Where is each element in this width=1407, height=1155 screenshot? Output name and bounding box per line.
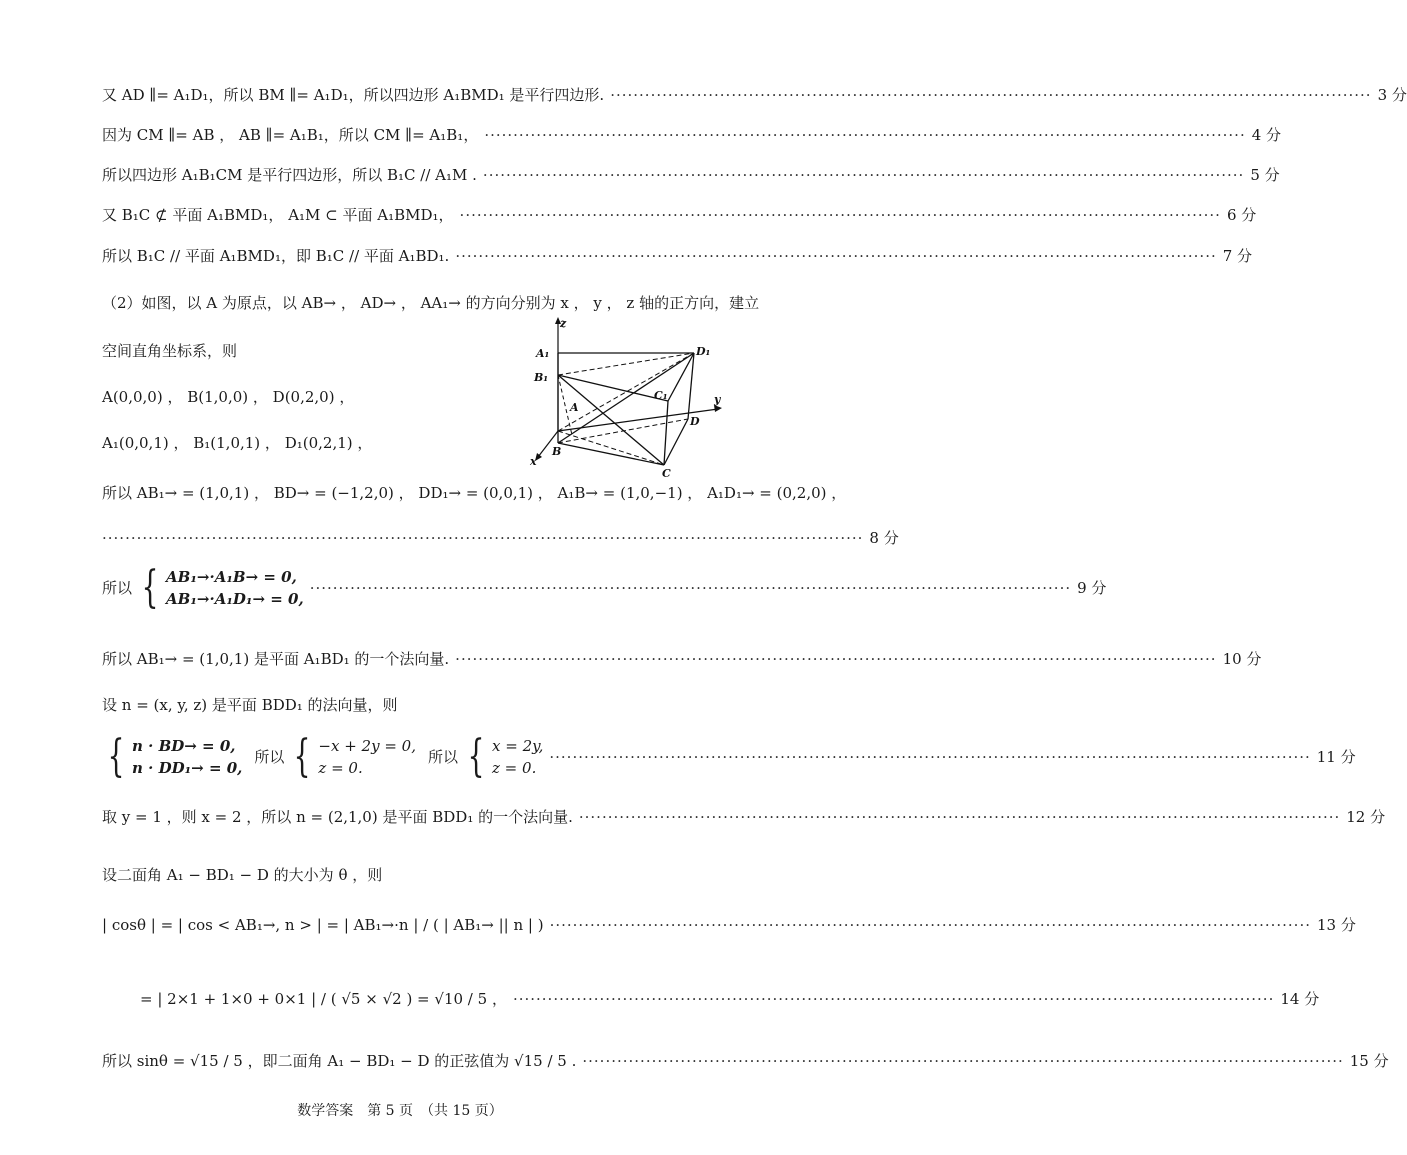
- score-label: 3 分: [1377, 86, 1407, 104]
- dashed-AC: [558, 431, 664, 465]
- equation-system: [166, 566, 304, 610]
- label-D: D: [690, 415, 700, 428]
- score-label: 13 分: [1316, 916, 1356, 934]
- line-text: 又 AD ∥= A₁D₁，所以 BM ∥= A₁D₁，所以四边形 A₁BMD₁ 是平行四边形.: [102, 86, 605, 104]
- solution-line-12: [102, 806, 1386, 828]
- solution-line-4: [102, 124, 1282, 146]
- equation: n · DD₁→ = 0,: [132, 759, 243, 777]
- equation: x = 2y,: [492, 737, 544, 755]
- diag-B1C: [558, 375, 664, 465]
- equation-system: [492, 735, 543, 779]
- edge-C1C: [664, 401, 668, 465]
- score-label: 14 分: [1280, 990, 1320, 1008]
- leader-dots: [102, 527, 863, 549]
- line-label: 所以: [254, 748, 285, 766]
- solution-line-14: [140, 988, 1320, 1010]
- label-z: z: [560, 317, 567, 330]
- brace-icon: {: [467, 731, 485, 782]
- equation-system: [132, 735, 242, 779]
- leader-dots: [310, 577, 1071, 599]
- coords-line-1: A(0,0,0) ， B(1,0,0) ， D(0,2,0) ，: [102, 388, 355, 406]
- label-A1: A₁: [536, 347, 550, 360]
- score-label: 9 分: [1077, 579, 1107, 597]
- label-D1: D₁: [696, 345, 711, 358]
- score-label: 10 分: [1222, 650, 1262, 668]
- leader-dots: [455, 648, 1216, 670]
- equation: z = 0.: [318, 759, 363, 777]
- label-B: B: [552, 445, 562, 458]
- leader-dots: [579, 806, 1340, 828]
- vectors-line: 所以 AB₁→ = (1,0,1) ， BD→ = (−1,2,0) ， DD₁→ = (0,0,1) ， A₁B→ = (1,0,−1) ， A₁D₁→ = (0,2,0) ，: [102, 484, 847, 502]
- label-x: x: [530, 455, 537, 468]
- solution-line-7: [102, 245, 1253, 267]
- dihedral-angle-intro: 设二面角 A₁ − BD₁ − D 的大小为 θ ，则: [102, 866, 383, 884]
- line-text: | cosθ | = | cos < AB₁→, n > | = | AB₁→·n | / ( | AB₁→ || n | ): [102, 916, 544, 934]
- label-y: y: [714, 393, 721, 406]
- solution-line-8: [102, 527, 899, 549]
- dashed-B1D1: [558, 353, 694, 375]
- equation: z = 0.: [492, 759, 537, 777]
- y-arrow-icon: [714, 405, 722, 412]
- line-text: 又 B₁C ⊄ 平面 A₁BMD₁， A₁M ⊂ 平面 A₁BMD₁，: [102, 206, 454, 224]
- leader-dots: [550, 914, 1311, 936]
- score-label: 15 分: [1349, 1052, 1389, 1070]
- line-text: 所以 sinθ = √15 / 5 ，即二面角 A₁ − BD₁ − D 的正弦值为 √15 / 5 .: [102, 1052, 577, 1070]
- leader-dots: [460, 204, 1221, 226]
- part2-intro: （2）如图，以 A 为原点，以 AB→ ， AD→ ， AA₁→ 的方向分别为 x ， y ， z 轴的正方向，建立: [102, 294, 760, 312]
- line-text: = | 2×1 + 1×0 + 0×1 | / ( √5 × √2 ) = √10 / 5 ，: [140, 990, 507, 1008]
- label-A: A: [570, 401, 579, 414]
- label-C: C: [662, 467, 671, 480]
- equation: n · BD→ = 0,: [132, 737, 236, 755]
- leader-dots: [610, 84, 1371, 106]
- score-label: 5 分: [1250, 166, 1280, 184]
- line-text: 取 y = 1 ，则 x = 2 ，所以 n = (2,1,0) 是平面 BDD₁ 的一个法向量.: [102, 808, 573, 826]
- line-label: 所以: [428, 748, 459, 766]
- leader-dots: [582, 1050, 1343, 1072]
- leader-dots: [513, 988, 1274, 1010]
- line-label: 所以: [102, 579, 133, 597]
- leader-dots: [549, 746, 1310, 768]
- label-C1: C₁: [654, 389, 668, 402]
- score-label: 11 分: [1316, 748, 1356, 766]
- edge-B1C1: [558, 375, 668, 401]
- leader-dots: [484, 124, 1245, 146]
- line-text: 所以 B₁C // 平面 A₁BMD₁，即 B₁C // 平面 A₁BD₁.: [102, 247, 450, 265]
- leader-dots: [455, 245, 1216, 267]
- solution-line-6: [102, 204, 1257, 226]
- score-label: 4 分: [1251, 126, 1282, 144]
- score-label: 7 分: [1222, 247, 1253, 265]
- equation-system: [318, 735, 416, 779]
- solution-line-5: [102, 164, 1280, 186]
- line-text: 因为 CM ∥= AB ， AB ∥= A₁B₁，所以 CM ∥= A₁B₁，: [102, 126, 479, 144]
- edge-DC: [664, 419, 688, 465]
- normal-vector-intro: 设 n = (x, y, z) 是平面 BDD₁ 的法向量，则: [102, 696, 398, 714]
- edge-BC: [558, 443, 664, 465]
- solution-line-11: [102, 731, 1356, 782]
- score-label: 12 分: [1346, 808, 1386, 826]
- solution-line-13: [102, 914, 1356, 936]
- label-B1: B₁: [534, 371, 549, 384]
- equation: AB₁→·A₁B→ = 0,: [166, 568, 297, 586]
- solution-line-15: [102, 1050, 1389, 1072]
- cuboid-figure: [528, 313, 738, 480]
- brace-icon: {: [141, 562, 159, 613]
- equation: −x + 2y = 0,: [318, 737, 416, 755]
- score-label: 6 分: [1226, 206, 1257, 224]
- solution-line-9: [102, 562, 1107, 613]
- equation: AB₁→·A₁D₁→ = 0,: [166, 590, 304, 608]
- line-text: 所以四边形 A₁B₁CM 是平行四边形，所以 B₁C // A₁M .: [102, 166, 477, 184]
- brace-icon: {: [107, 731, 125, 782]
- part2-intro-cont: 空间直角坐标系，则: [102, 342, 238, 360]
- diag-BD1: [558, 353, 694, 443]
- page-footer: 数学答案 第 5 页 （共 15 页）: [297, 1103, 503, 1119]
- leader-dots: [483, 164, 1244, 186]
- solution-line-3: [102, 84, 1407, 106]
- solution-line-10: [102, 648, 1262, 670]
- coords-line-2: A₁(0,0,1) ， B₁(1,0,1) ， D₁(0,2,1) ，: [102, 434, 373, 452]
- brace-icon: {: [294, 731, 311, 782]
- line-text: 所以 AB₁→ = (1,0,1) 是平面 A₁BD₁ 的一个法向量.: [102, 650, 450, 668]
- score-label: 8 分: [869, 529, 899, 547]
